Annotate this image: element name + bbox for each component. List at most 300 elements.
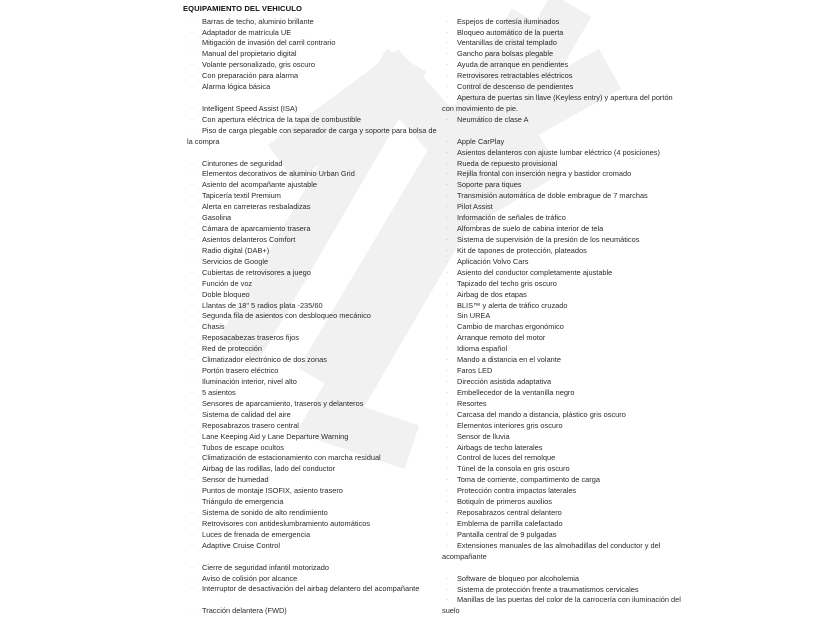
equipment-item-label: Retrovisores con antideslumbramiento automáticos [202, 518, 371, 528]
equipment-item [442, 290, 682, 301]
equipment-item [442, 530, 682, 541]
bullet-icon: · [191, 62, 193, 69]
bullet-icon: · [191, 520, 193, 527]
equipment-item-label: Función de voz [202, 278, 253, 288]
bullet-icon: · [446, 226, 448, 233]
equipment-item-label: Sistema de calidad del aire [202, 409, 291, 419]
equipment-item [442, 475, 682, 486]
equipment-item [187, 290, 437, 301]
equipment-item [442, 595, 682, 617]
equipment-item-label: Manillas de las puertas del color de la carrocería con iluminación del suelo [442, 595, 681, 616]
equipment-item-label: Cámara de aparcamiento trasera [202, 224, 311, 234]
equipment-item-label: Barras de techo, aluminio brillante [202, 16, 314, 26]
equipment-item [442, 585, 682, 596]
equipment-item-label: Reposabrazos central delantero [457, 508, 562, 518]
bullet-icon: · [191, 258, 193, 265]
equipment-item-label: Elementos decorativos de aluminio Urban Grid [202, 169, 355, 179]
equipment-list-right [442, 17, 682, 617]
bullet-icon: · [191, 160, 193, 167]
bullet-icon: · [191, 302, 193, 309]
equipment-item [442, 137, 682, 148]
equipment-item [187, 453, 437, 464]
equipment-item [187, 355, 437, 366]
equipment-item-label: Software de bloqueo por alcoholemia [457, 573, 580, 583]
bullet-icon: · [191, 171, 193, 178]
equipment-item [187, 322, 437, 333]
equipment-item-label: BLIS™ y alerta de tráfico cruzado [457, 300, 568, 310]
equipment-item [187, 432, 437, 443]
bullet-icon: · [446, 346, 448, 353]
group-spacer [187, 552, 437, 563]
bullet-icon: · [446, 575, 448, 582]
equipment-item [442, 322, 682, 333]
equipment-item [187, 475, 437, 486]
bullet-icon: · [446, 422, 448, 429]
equipment-item [442, 268, 682, 279]
bullet-icon: · [191, 357, 193, 364]
bullet-icon: · [191, 411, 193, 418]
bullet-icon: · [446, 455, 448, 462]
equipment-item-label: Idioma español [457, 344, 508, 354]
equipment-item-label: Resortes [457, 398, 487, 408]
equipment-item-label: Reposacabezas traseros fijos [202, 333, 299, 343]
equipment-item [187, 410, 437, 421]
equipment-item-label: Sistema de supervisión de la presión de los neumáticos [457, 235, 640, 245]
equipment-item [187, 224, 437, 235]
bullet-icon: · [446, 586, 448, 593]
bullet-icon: · [191, 116, 193, 123]
equipment-item-label: Aplicación Volvo Cars [457, 256, 529, 266]
bullet-icon: · [446, 291, 448, 298]
bullet-icon: · [191, 215, 193, 222]
bullet-icon: · [446, 499, 448, 506]
bullet-icon: · [191, 422, 193, 429]
equipment-item-label: Espejos de cortesía iluminados [457, 16, 560, 26]
group-spacer [442, 126, 682, 137]
equipment-item-label: Protección contra impactos laterales [457, 486, 577, 496]
equipment-item-label: Retrovisores retractables eléctricos [457, 71, 573, 81]
equipment-item [187, 235, 437, 246]
equipment-item [442, 60, 682, 71]
equipment-item [187, 377, 437, 388]
equipment-item [187, 497, 437, 508]
equipment-item-label: Sistema de protección frente a traumatismos cervicales [457, 584, 639, 594]
bullet-icon: · [191, 531, 193, 538]
equipment-item [442, 421, 682, 432]
equipment-item-label: Chasis [202, 322, 225, 332]
equipment-item-label: Tracción delantera (FWD) [202, 606, 287, 616]
bullet-icon: · [446, 269, 448, 276]
bullet-icon: · [191, 280, 193, 287]
bullet-icon: · [191, 105, 193, 112]
equipment-item-label: Transmisión automática de doble embrague de 7 marchas [457, 191, 648, 201]
equipment-item [187, 246, 437, 257]
equipment-item-label: Airbag de dos etapas [457, 289, 527, 299]
equipment-item [442, 49, 682, 60]
bullet-icon: · [446, 411, 448, 418]
equipment-item-label: Airbag de las rodillas, lado del conductor [202, 464, 336, 474]
bullet-icon: · [446, 247, 448, 254]
bullet-icon: · [191, 51, 193, 58]
equipment-item [442, 148, 682, 159]
bullet-icon: · [191, 477, 193, 484]
equipment-item-label: Control de luces del remolque [457, 453, 556, 463]
bullet-icon: · [191, 466, 193, 473]
equipment-item-label: Adaptador de matrícula UE [202, 27, 292, 37]
equipment-item-label: Cinturones de seguridad [202, 158, 283, 168]
equipment-item [187, 366, 437, 377]
equipment-item [442, 410, 682, 421]
equipment-item [187, 268, 437, 279]
bullet-icon: · [446, 433, 448, 440]
bullet-icon: · [191, 499, 193, 506]
bullet-icon: · [446, 357, 448, 364]
equipment-item [187, 606, 437, 617]
group-spacer [187, 93, 437, 104]
equipment-item-label: Sistema de sonido de alto rendimiento [202, 508, 328, 518]
equipment-item-label: Red de protección [202, 344, 262, 354]
bullet-icon: · [446, 160, 448, 167]
equipment-item [187, 169, 437, 180]
bullet-icon: · [191, 510, 193, 517]
equipment-item-label: Aviso de colisión por alcance [202, 573, 298, 583]
equipment-item-label: Control de descenso de pendientes [457, 82, 574, 92]
equipment-item [187, 584, 437, 595]
equipment-item-label: Piso de carga plegable con separador de carga y soporte para bolsa de la compra [187, 125, 437, 146]
bullet-icon: · [446, 488, 448, 495]
equipment-item-label: Emblema de parrilla calefactado [457, 518, 563, 528]
equipment-item-label: Manual del propietario digital [202, 49, 297, 59]
equipment-item-label: Ayuda de arranque en pendientes [457, 60, 569, 70]
equipment-item-label: Alfombras de suelo de cabina interior de tela [457, 224, 604, 234]
equipment-item [187, 464, 437, 475]
bullet-icon: · [446, 368, 448, 375]
equipment-item-label: Arranque remoto del motor [457, 333, 546, 343]
bullet-icon: · [191, 433, 193, 440]
bullet-icon: · [446, 215, 448, 222]
equipment-item [442, 333, 682, 344]
equipment-item [442, 366, 682, 377]
bullet-icon: · [191, 313, 193, 320]
bullet-icon: · [446, 324, 448, 331]
equipment-item-label: Pilot Assist [457, 202, 493, 212]
equipment-item-label: Kit de tapones de protección, plateados [457, 245, 587, 255]
equipment-list-left [187, 17, 437, 617]
equipment-item [442, 541, 682, 563]
bullet-icon: · [446, 29, 448, 36]
equipment-item [187, 17, 437, 28]
bullet-icon: · [191, 346, 193, 353]
equipment-item-label: Tapicería textil Premium [202, 191, 281, 201]
bullet-icon: · [191, 29, 193, 36]
bullet-icon: · [191, 204, 193, 211]
equipment-item-label: Asiento del acompañante ajustable [202, 180, 318, 190]
equipment-item [442, 355, 682, 366]
equipment-item [187, 301, 437, 312]
equipment-item-label: Gancho para bolsas plegable [457, 49, 554, 59]
equipment-item [187, 60, 437, 71]
equipment-item-label: Sensor de lluvia [457, 431, 510, 441]
equipment-item [442, 246, 682, 257]
bullet-icon: · [446, 62, 448, 69]
equipment-item-label: Toma de corriente, compartimento de carga [457, 475, 600, 485]
equipment-item [442, 432, 682, 443]
bullet-icon: · [446, 389, 448, 396]
bullet-icon: · [446, 520, 448, 527]
equipment-item [187, 519, 437, 530]
equipment-item-label: Soporte para tiques [457, 180, 522, 190]
equipment-item-label: Con apertura eléctrica de la tapa de combustible [202, 114, 361, 124]
bullet-icon: · [446, 444, 448, 451]
equipment-item [442, 169, 682, 180]
equipment-item-label: Ventanillas de cristal templado [457, 38, 557, 48]
equipment-item-label: Radio digital (DAB+) [202, 245, 270, 255]
equipment-item [442, 344, 682, 355]
bullet-icon: · [191, 368, 193, 375]
group-spacer [442, 563, 682, 574]
equipment-item [187, 311, 437, 322]
equipment-item-label: Apple CarPlay [457, 136, 505, 146]
equipment-item [442, 159, 682, 170]
equipment-item-label: Puntos de montaje ISOFIX, asiento trasero [202, 486, 343, 496]
equipment-item-label: Interruptor de desactivación del airbag delantero del acompañante [202, 584, 420, 594]
equipment-item [442, 180, 682, 191]
bullet-icon: · [446, 477, 448, 484]
equipment-item [187, 28, 437, 39]
equipment-item [187, 126, 437, 148]
equipment-item [442, 115, 682, 126]
bullet-icon: · [446, 182, 448, 189]
equipment-item-label: Bloqueo automático de la puerta [457, 27, 564, 37]
equipment-item-label: Gasolina [202, 213, 232, 223]
equipment-item-label: Doble bloqueo [202, 289, 250, 299]
equipment-item-label: Tubos de escape ocultos [202, 442, 284, 452]
bullet-icon: · [446, 400, 448, 407]
bullet-icon: · [191, 247, 193, 254]
equipment-item-label: Triángulo de emergencia [202, 497, 284, 507]
equipment-item-label: Asiento del conductor completamente ajustable [457, 267, 613, 277]
bullet-icon: · [191, 608, 193, 615]
equipment-item [442, 443, 682, 454]
equipment-item [187, 563, 437, 574]
equipment-item-label: Elementos interiores gris oscuro [457, 420, 563, 430]
equipment-item-label: Servicios de Google [202, 256, 269, 266]
bullet-icon: · [446, 510, 448, 517]
equipment-item [187, 333, 437, 344]
equipment-item-label: Neumático de clase A [457, 114, 529, 124]
equipment-item [187, 279, 437, 290]
equipment-item-label: Sensor de humedad [202, 475, 269, 485]
bullet-icon: · [191, 269, 193, 276]
equipment-item-label: Asientos delanteros Comfort [202, 235, 296, 244]
equipment-item-label: Lane Keeping Aid y Lane Departure Warning [202, 431, 349, 441]
equipment-item-label: Adaptive Cruise Control [202, 540, 281, 550]
equipment-item-label: Mitigación de invasión del carril contrario [202, 38, 336, 48]
equipment-item-label: Segunda fila de asientos con desbloqueo mecánico [202, 311, 371, 321]
equipment-item [442, 279, 682, 290]
equipment-item [442, 82, 682, 93]
equipment-item [442, 497, 682, 508]
equipment-item [187, 104, 437, 115]
equipment-item-label: Información de señales de tráfico [457, 213, 566, 223]
equipment-item-label: Apertura de puertas sin llave (Keyless entry) y apertura del portón con movimiento de pie. [442, 93, 673, 113]
equipment-item [442, 486, 682, 497]
bullet-icon: · [191, 389, 193, 396]
equipment-item-label: Túnel de la consola en gris oscuro [457, 464, 570, 474]
group-spacer [187, 595, 437, 606]
equipment-item-label: Con preparación para alarma [202, 71, 299, 81]
equipment-item [442, 519, 682, 530]
bullet-icon: · [191, 84, 193, 91]
bullet-icon: · [446, 335, 448, 342]
equipment-item-label: Rueda de repuesto provisional [457, 158, 558, 168]
equipment-item [187, 257, 437, 268]
equipment-item-label: 5 asientos [202, 387, 236, 397]
equipment-item [187, 486, 437, 497]
equipment-item [187, 191, 437, 202]
bullet-icon: · [191, 400, 193, 407]
equipment-item [442, 301, 682, 312]
bullet-icon: · [446, 138, 448, 145]
equipment-item [442, 388, 682, 399]
equipment-item [187, 180, 437, 191]
bullet-icon: · [191, 127, 193, 134]
page-title: EQUIPAMIENTO DEL VEHICULO [183, 4, 302, 13]
equipment-item [442, 464, 682, 475]
bullet-icon: · [191, 182, 193, 189]
group-spacer [187, 148, 437, 159]
bullet-icon: · [191, 455, 193, 462]
equipment-item [187, 530, 437, 541]
equipment-item [442, 93, 682, 115]
equipment-item-label: Cubiertas de retrovisores a juego [202, 267, 311, 277]
bullet-icon: · [191, 18, 193, 25]
equipment-item-label: Climatizador electrónico de dos zonas [202, 355, 327, 365]
equipment-item-label: Rejilla frontal con inserción negra y bastidor cromado [457, 169, 632, 179]
bullet-icon: · [446, 531, 448, 538]
equipment-item [187, 344, 437, 355]
equipment-item [442, 202, 682, 213]
equipment-item [187, 508, 437, 519]
bullet-icon: · [191, 488, 193, 495]
equipment-item-label: Iluminación interior, nivel alto [202, 376, 297, 386]
equipment-item-label: Portón trasero eléctrico [202, 366, 279, 376]
equipment-item [187, 115, 437, 126]
equipment-item [187, 82, 437, 93]
bullet-icon: · [446, 116, 448, 123]
bullet-icon: · [191, 335, 193, 342]
equipment-item-label: Cambio de marchas ergonómico [457, 322, 564, 332]
equipment-item [442, 453, 682, 464]
equipment-item [442, 38, 682, 49]
equipment-item-label: Reposabrazos trasero central [202, 420, 299, 430]
equipment-item-label: Carcasa del mando a distancia, plástico gris oscuro [457, 409, 626, 419]
equipment-item [442, 574, 682, 585]
equipment-item [187, 71, 437, 82]
bullet-icon: · [446, 95, 448, 102]
equipment-item [442, 191, 682, 202]
equipment-item [442, 71, 682, 82]
bullet-icon: · [446, 302, 448, 309]
equipment-item-label: Climatización de estacionamiento con marcha residual [202, 453, 381, 463]
bullet-icon: · [191, 291, 193, 298]
bullet-icon: · [446, 542, 448, 549]
equipment-item-label: Asientos delanteros con ajuste lumbar eléctrico (4 posiciones) [457, 147, 660, 157]
equipment-item-label: Airbags de techo laterales [457, 442, 543, 452]
equipment-item [187, 38, 437, 49]
equipment-item-label: Sensores de aparcamiento, traseros y delanteros [202, 398, 364, 408]
bullet-icon: · [191, 226, 193, 233]
bullet-icon: · [446, 237, 448, 244]
bullet-icon: · [191, 542, 193, 549]
bullet-icon: · [446, 379, 448, 385]
bullet-icon: · [446, 84, 448, 91]
equipment-item [187, 202, 437, 213]
equipment-item-label: Dirección asistida adaptativa [457, 377, 552, 386]
equipment-item-label: Embellecedor de la ventanilla negro [457, 387, 575, 397]
equipment-item-label: Alarma lógica básica [202, 82, 271, 92]
bullet-icon: · [191, 575, 193, 582]
equipment-item [187, 159, 437, 170]
bullet-icon: · [191, 193, 193, 200]
equipment-item [187, 421, 437, 432]
bullet-icon: · [446, 51, 448, 58]
bullet-icon: · [191, 40, 193, 47]
equipment-item-label: Llantas de 18" 5 radios plata -235/60 [202, 300, 323, 310]
equipment-item [442, 235, 682, 246]
equipment-item-label: Alerta en carreteras resbaladizas [202, 202, 311, 212]
equipment-item-label: Pantalla central de 9 pulgadas [457, 529, 557, 539]
equipment-item-label: Sin UREA [457, 311, 491, 321]
equipment-item-label: Intelligent Speed Assist (ISA) [202, 103, 298, 113]
bullet-icon: · [191, 378, 193, 385]
equipment-item-label: Botiquín de primeros auxilios [457, 497, 552, 507]
bullet-icon: · [446, 204, 448, 211]
bullet-icon: · [446, 171, 448, 178]
equipment-item [442, 377, 682, 388]
bullet-icon: · [446, 40, 448, 47]
equipment-item [442, 311, 682, 322]
bullet-icon: · [446, 193, 448, 200]
bullet-icon: · [191, 237, 193, 243]
equipment-item [442, 213, 682, 224]
bullet-icon: · [191, 444, 193, 451]
equipment-item [187, 443, 437, 454]
equipment-item [187, 213, 437, 224]
equipment-item-label: Luces de frenada de emergencia [202, 529, 311, 539]
bullet-icon: · [446, 597, 448, 604]
bullet-icon: · [446, 313, 448, 320]
bullet-icon: · [446, 73, 448, 80]
equipment-item [187, 541, 437, 552]
equipment-item [442, 224, 682, 235]
bullet-icon: · [446, 18, 448, 25]
bullet-icon: · [191, 586, 193, 593]
equipment-item [442, 257, 682, 268]
equipment-item [187, 49, 437, 60]
equipment-item-label: Cierre de seguridad infantil motorizado [202, 562, 329, 572]
bullet-icon: · [191, 324, 193, 331]
bullet-icon: · [446, 258, 448, 265]
equipment-item-label: Extensiones manuales de las almohadillas del conductor y del acompañante [442, 540, 661, 561]
bullet-icon: · [446, 149, 448, 156]
bullet-icon: · [191, 564, 193, 571]
equipment-item [442, 28, 682, 39]
equipment-item-label: Tapizado del techo gris oscuro [457, 278, 557, 288]
equipment-item [187, 574, 437, 585]
equipment-item-label: Mando a distancia en el volante [457, 355, 561, 365]
equipment-item [187, 388, 437, 399]
